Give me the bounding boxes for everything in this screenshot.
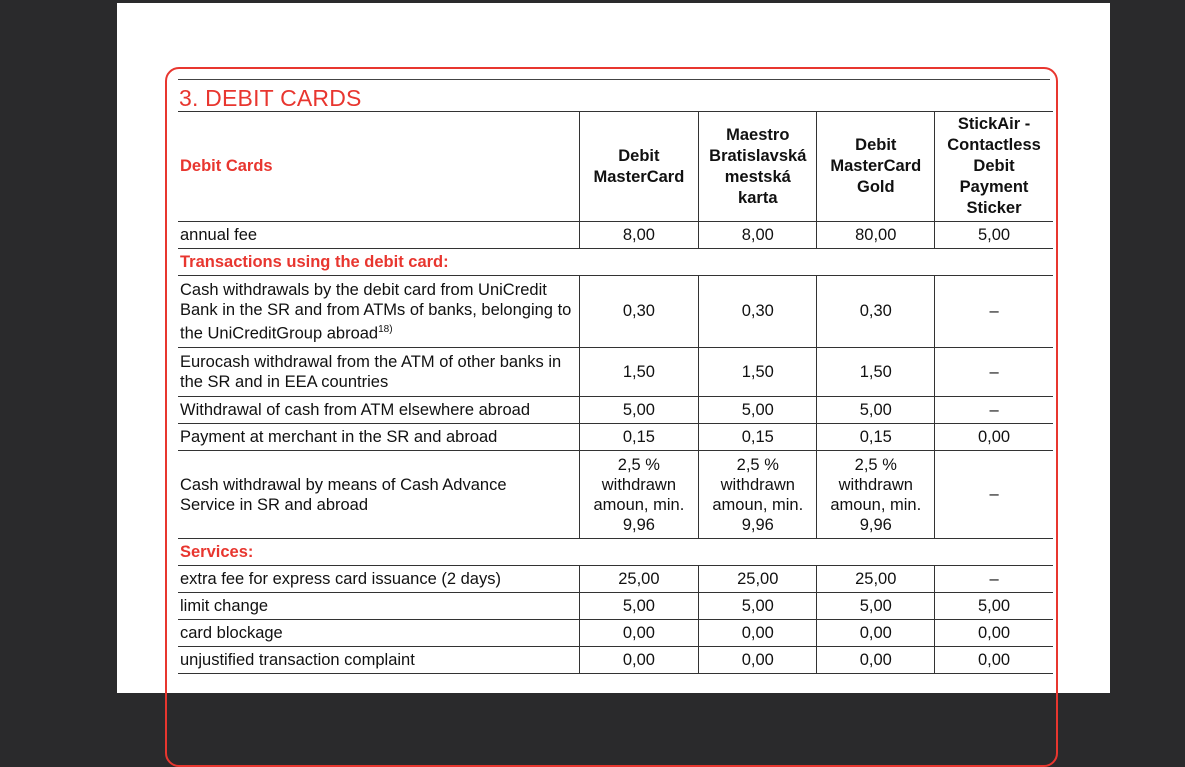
row-label: Cash withdrawal by means of Cash Advance Service in SR and abroad: [178, 451, 579, 539]
value-cell: 0,00: [935, 647, 1053, 674]
top-rule: [178, 79, 1050, 80]
table-row: [178, 276, 1053, 348]
value-cell: 0,15: [817, 424, 935, 451]
table-row: [178, 566, 1053, 593]
value-cell: 0,30: [699, 276, 817, 348]
value-cell: 0,00: [817, 647, 935, 674]
row-label: Withdrawal of cash from ATM elsewhere abroad: [178, 397, 579, 424]
value-cell: –: [935, 397, 1053, 424]
value-cell: 25,00: [699, 566, 817, 593]
row-label: Payment at merchant in the SR and abroad: [178, 424, 579, 451]
value-cell: 8,00: [579, 222, 699, 249]
header-debit-mastercard: Debit MasterCard: [579, 112, 699, 222]
value-cell: 5,00: [579, 397, 699, 424]
header-debit-mastercard-gold: Debit MasterCard Gold: [817, 112, 935, 222]
value-cell: 0,00: [935, 620, 1053, 647]
value-cell: 5,00: [817, 593, 935, 620]
table-row: [178, 424, 1053, 451]
section-row: [178, 539, 1053, 566]
header-stickair: StickAir - Contactless Debit Payment Sticker: [935, 112, 1053, 222]
table-row: [178, 451, 1053, 539]
value-cell: 8,00: [699, 222, 817, 249]
debit-cards-section-frame: [165, 67, 1058, 767]
value-cell: 2,5 % withdrawn amoun, min. 9,96: [579, 451, 699, 539]
table-row: [178, 620, 1053, 647]
value-cell: 1,50: [817, 348, 935, 397]
value-cell: 0,00: [817, 620, 935, 647]
row-label: [178, 276, 579, 348]
section-heading-services: Services:: [178, 539, 1053, 566]
row-label: limit change: [178, 593, 579, 620]
table-row: [178, 397, 1053, 424]
value-cell: –: [935, 566, 1053, 593]
section-row: [178, 249, 1053, 276]
row-label: card blockage: [178, 620, 579, 647]
value-cell: 5,00: [935, 593, 1053, 620]
value-cell: 25,00: [579, 566, 699, 593]
row-label: Eurocash withdrawal from the ATM of other banks in the SR and in EEA countries: [178, 348, 579, 397]
value-cell: 2,5 % withdrawn amoun, min. 9,96: [817, 451, 935, 539]
section-title: 3. DEBIT CARDS: [179, 85, 362, 111]
row-label: annual fee: [178, 222, 579, 249]
section-heading-transactions: Transactions using the debit card:: [178, 249, 1053, 276]
row-label: extra fee for express card issuance (2 days): [178, 566, 579, 593]
value-cell: 5,00: [699, 397, 817, 424]
value-cell: 5,00: [935, 222, 1053, 249]
debit-cards-fee-table: [178, 111, 1053, 674]
value-cell: –: [935, 348, 1053, 397]
value-cell: 0,30: [579, 276, 699, 348]
row-label-text: Cash withdrawals by the debit card from UniCredit Bank in the SR and from ATMs of banks, belonging to the UniCreditGroup abroad: [180, 280, 572, 343]
value-cell: 0,15: [579, 424, 699, 451]
value-cell: 0,00: [935, 424, 1053, 451]
header-maestro-bratislavska: Maestro Bratislavská mestská karta: [699, 112, 817, 222]
value-cell: 25,00: [817, 566, 935, 593]
header-label: Debit Cards: [178, 112, 579, 222]
value-cell: 0,00: [579, 647, 699, 674]
value-cell: 0,30: [817, 276, 935, 348]
value-cell: –: [935, 451, 1053, 539]
value-cell: 2,5 % withdrawn amoun, min. 9,96: [699, 451, 817, 539]
value-cell: 5,00: [817, 397, 935, 424]
value-cell: 0,00: [699, 647, 817, 674]
value-cell: 80,00: [817, 222, 935, 249]
document-page: [117, 3, 1110, 693]
value-cell: 5,00: [699, 593, 817, 620]
footnote-marker: 18): [378, 323, 393, 335]
value-cell: 1,50: [699, 348, 817, 397]
table-row: [178, 348, 1053, 397]
table-row: [178, 222, 1053, 249]
table-row: [178, 647, 1053, 674]
value-cell: 0,15: [699, 424, 817, 451]
table-row: [178, 593, 1053, 620]
value-cell: –: [935, 276, 1053, 348]
value-cell: 1,50: [579, 348, 699, 397]
row-label: unjustified transaction complaint: [178, 647, 579, 674]
table-header-row: [178, 112, 1053, 222]
value-cell: 0,00: [579, 620, 699, 647]
value-cell: 0,00: [699, 620, 817, 647]
value-cell: 5,00: [579, 593, 699, 620]
